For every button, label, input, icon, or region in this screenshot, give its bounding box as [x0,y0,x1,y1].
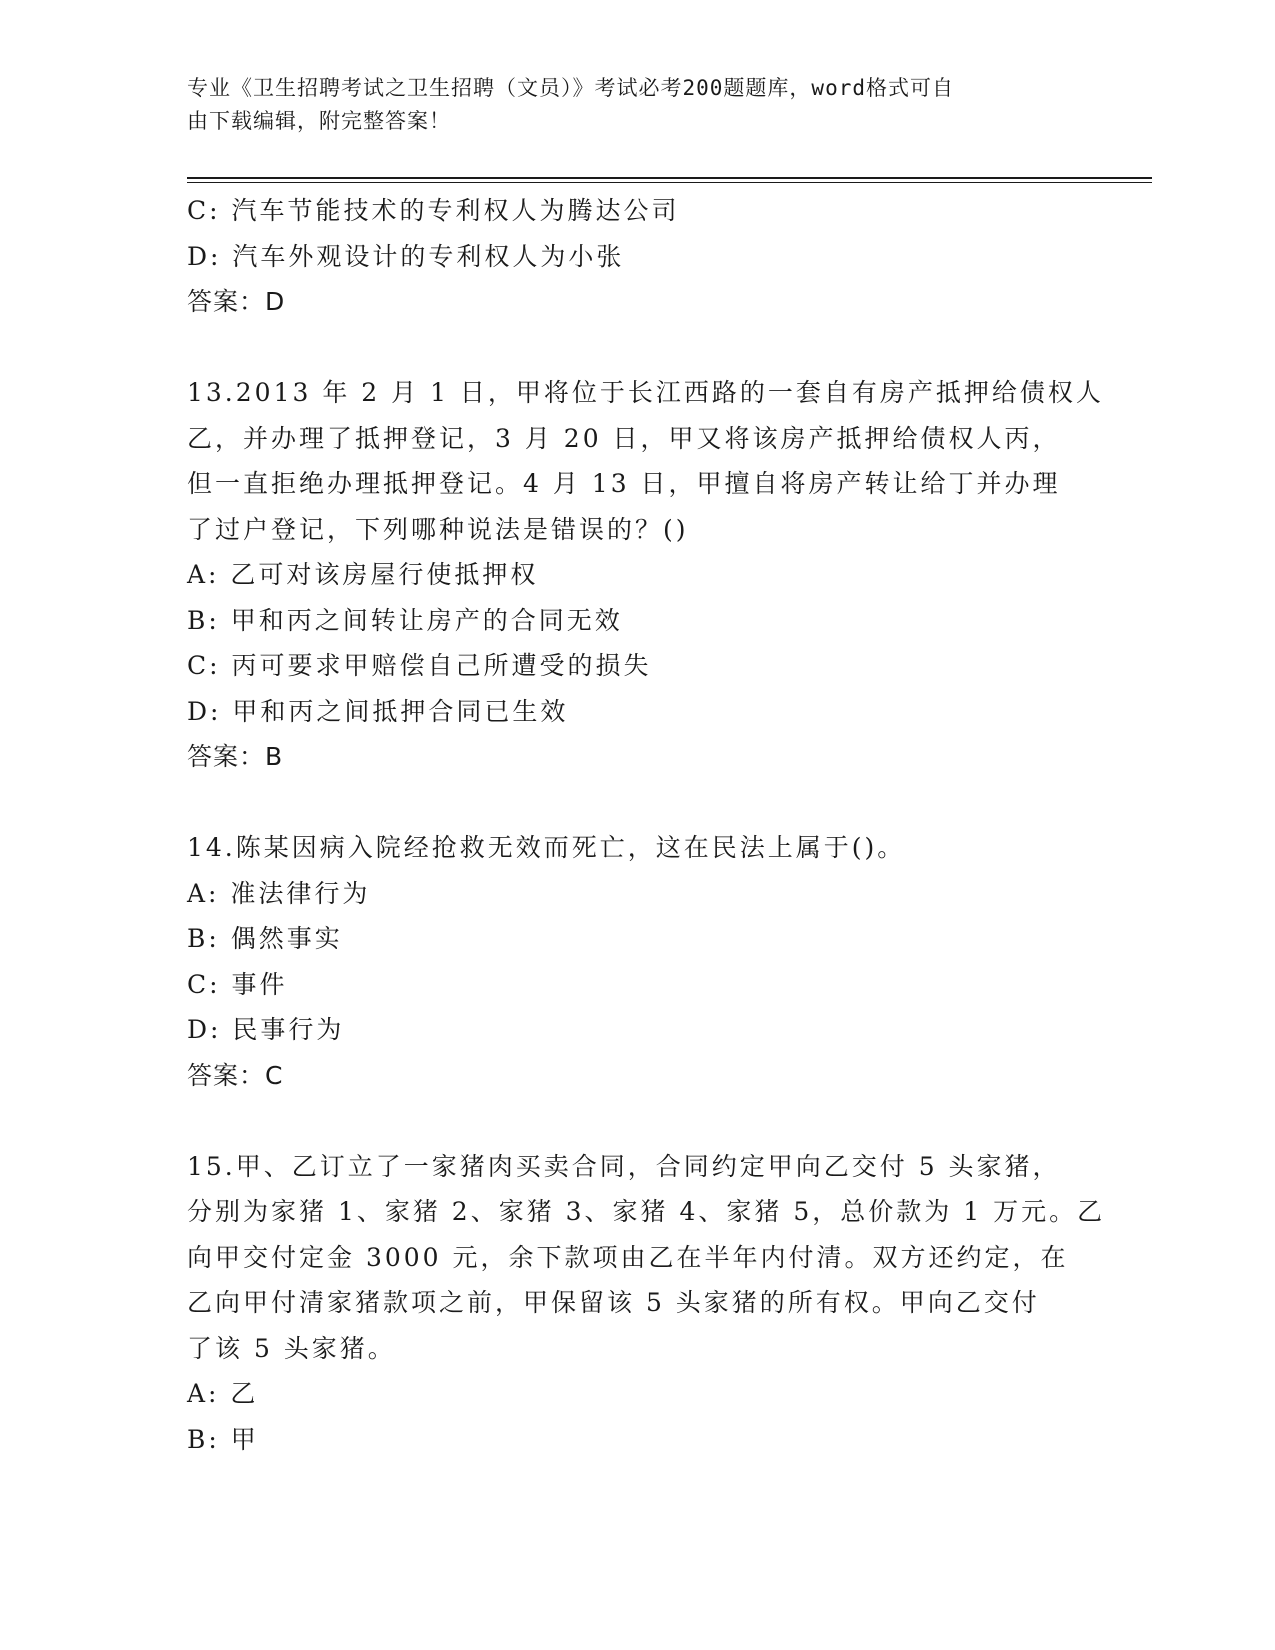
header-divider-thin [187,182,1152,183]
answer-label: 答案：B [187,742,284,771]
question-text-line: 向甲交付定金 3000 元，余下款项由乙在半年内付清。双方还约定，在 [187,1242,1069,1272]
option-a: A: 准法律行为 [187,878,371,908]
question-text-line: 乙，并办理了抵押登记，3 月 20 日，甲又将该房产抵押给债权人丙， [187,423,1061,453]
question-text-line: 了过户登记，下列哪种说法是错误的？() [187,514,689,544]
header-line-1: 专业《卫生招聘考试之卫生招聘（文员）》考试必考200题题库，word格式可自 [187,76,954,100]
question-text-line: 13.2013 年 2 月 1 日，甲将位于长江西路的一套自有房产抵押给债权人 [187,378,1104,407]
question-15 [187,1144,1106,1463]
option-c: C: 事件 [187,969,288,999]
option-b: B: 甲和丙之间转让房产的合同无效 [187,605,623,635]
option-b: B: 甲 [187,1424,259,1454]
option-d: D: 汽车外观设计的专利权人为小张 [187,241,625,271]
header-divider-thick [187,177,1152,179]
question-13 [187,370,1104,780]
question-14 [187,825,1087,1098]
answer-label: 答案：D [187,287,286,316]
spacer [187,325,1087,371]
question-text-line: 14.陈某因病入院经抢救无效而死亡，这在民法上属于()。 [187,833,906,862]
question-text-line: 15.甲、乙订立了一家猪肉买卖合同，合同约定甲向乙交付 5 头家猪， [187,1151,1061,1181]
option-a: A: 乙可对该房屋行使抵押权 [187,560,539,589]
header-line-2: 由下载编辑，附完整答案！ [187,109,451,133]
spacer [187,1098,1087,1144]
question-content [187,188,1106,1462]
option-b: B: 偶然事实 [187,924,343,953]
option-d: D: 民事行为 [187,1015,345,1044]
option-c: C: 丙可要求甲赔偿自己所遭受的损失 [187,651,652,680]
option-a: A: 乙 [187,1379,259,1408]
question-text-line: 了该 5 头家猪。 [187,1333,396,1363]
question-text-line: 乙向甲付清家猪款项之前，甲保留该 5 头家猪的所有权。甲向乙交付 [187,1288,1040,1317]
answer-label: 答案：C [187,1060,284,1090]
option-d: D: 甲和丙之间抵押合同已生效 [187,696,569,726]
question-12-tail [187,188,1087,325]
spacer [187,780,1087,826]
question-text-line: 但一直拒绝办理抵押登记。4 月 13 日，甲擅自将房产转让给丁并办理 [187,469,1061,498]
option-c: C: 汽车节能技术的专利权人为腾达公司 [187,196,680,225]
question-text-line: 分别为家猪 1、家猪 2、家猪 3、家猪 4、家猪 5，总价款为 1 万元。乙 [187,1197,1106,1226]
document-header [187,72,1067,138]
